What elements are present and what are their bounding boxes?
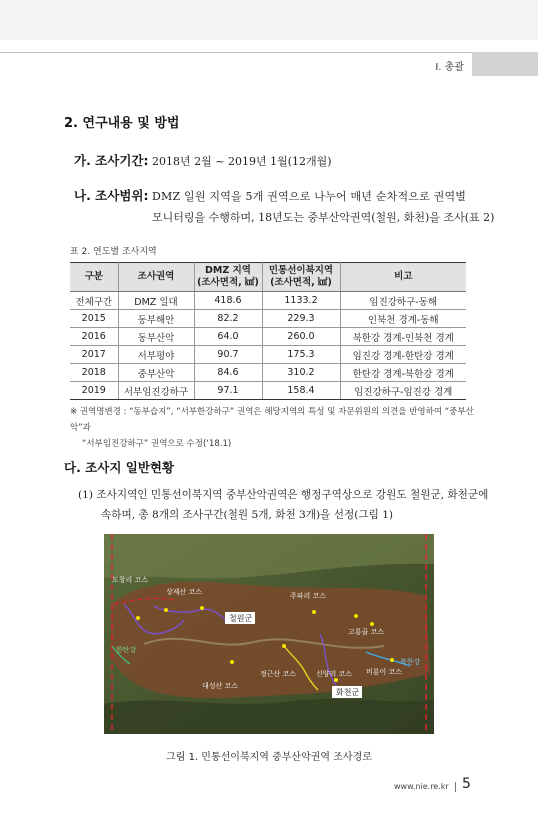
table-note — [70, 404, 480, 452]
label-hantan: 한탄강 — [116, 646, 137, 654]
page-number: 5 — [462, 776, 471, 792]
cell-remarks: 북한강 경계-인북천 경계 — [340, 328, 466, 346]
table-row — [70, 310, 466, 328]
header-ccz-line1: 민통선이북지역 — [268, 265, 334, 276]
cell-region: 동부해안 — [118, 310, 194, 328]
header-region: 조사권역 — [118, 263, 194, 292]
label-dorim: 도창리 코스 — [112, 576, 149, 584]
overview-heading: 다. 조사지 일반현황 — [64, 460, 175, 475]
table-caption: 표 2. 연도별 조사지역 — [70, 247, 157, 257]
cell-dmz-area: 82.2 — [194, 310, 262, 328]
label-daeseong: 대성산 코스 — [202, 682, 239, 690]
route-marker — [390, 658, 394, 662]
cell-dmz-area: 64.0 — [194, 328, 262, 346]
cell-division: 2015 — [70, 310, 118, 328]
cell-dmz-area: 90.7 — [194, 346, 262, 364]
cell-remarks: 인북천 경계-동해 — [340, 310, 466, 328]
cell-dmz-area: 84.6 — [194, 364, 262, 382]
chapter-label: Ⅰ. 총괄 — [435, 62, 464, 73]
cell-remarks: 임진강하구-임진강 경계 — [340, 382, 466, 400]
cell-ccz-area: 1133.2 — [262, 292, 340, 310]
table-row — [70, 364, 466, 382]
figure-caption: 그림 1. 민통선이북지역 중부산악권역 조사경로 — [166, 752, 372, 763]
route-marker — [164, 608, 168, 612]
cell-region: DMZ 일대 — [118, 292, 194, 310]
cell-dmz-area: 418.6 — [194, 292, 262, 310]
survey-route-map — [104, 534, 434, 734]
header-dmz-line1: DMZ 지역 — [205, 265, 251, 276]
footer-url: www.nie.re.kr — [394, 782, 449, 791]
period-heading: 가. 조사기간: — [74, 153, 149, 168]
route-marker — [282, 644, 286, 648]
label-hwacheon: 화천군 — [336, 688, 360, 697]
scope-text-line1: DMZ 일원 지역을 5개 권역으로 나누어 매년 순차적으로 권역별 — [152, 190, 467, 203]
cell-ccz-area: 310.2 — [262, 364, 340, 382]
cell-ccz-area: 229.3 — [262, 310, 340, 328]
table-note-line2: “서부임진강하구” 권역으로 수정(‘18.1) — [82, 439, 232, 449]
header-remarks: 비고 — [340, 263, 466, 292]
label-gomun: 고룡골 코스 — [348, 628, 385, 636]
chapter-tab — [472, 52, 538, 76]
table-row — [70, 292, 466, 310]
label-sangje: 상제산 코스 — [166, 588, 203, 596]
survey-area-table — [70, 262, 466, 400]
cell-region: 서부임진강하구 — [118, 382, 194, 400]
scope-text-line2: 모니터링을 수행하며, 18년도는 중부산악권역(철원, 화천)을 조사(표 2) — [152, 211, 495, 224]
footer-separator — [455, 782, 456, 792]
cell-ccz-area: 260.0 — [262, 328, 340, 346]
cell-region: 서부평야 — [118, 346, 194, 364]
table-row — [70, 346, 466, 364]
overview-text-line1: (1) 조사지역인 민통선이북지역 중부산악권역은 행정구역상으로 강원도 철원군, 화천군에 — [78, 489, 489, 501]
route-marker — [200, 606, 204, 610]
header-dmz-line2: (조사면적, ㎢) — [197, 277, 259, 288]
route-marker — [136, 616, 140, 620]
cell-remarks: 임진강 경계-한탄강 경계 — [340, 346, 466, 364]
label-bukhan: 북한강 — [400, 658, 421, 666]
table-row — [70, 328, 466, 346]
label-jupari: 주파리 코스 — [290, 592, 327, 600]
table-note-line1: ※ 권역명변경 : “동부습지”, “서부한강하구” 권역은 해당지역의 특성 및 자문위원의 의견을 반영하여 “중부산악”과 — [70, 407, 474, 433]
cell-division: 2018 — [70, 364, 118, 382]
route-marker — [370, 622, 374, 626]
route-marker — [230, 660, 234, 664]
cell-division: 전체구간 — [70, 292, 118, 310]
cell-remarks: 임진강하구-동해 — [340, 292, 466, 310]
header-division: 구분 — [70, 263, 118, 292]
scope-heading: 나. 조사범위: — [74, 188, 149, 203]
southern-terrain — [104, 699, 434, 734]
label-cheorwon: 철원군 — [229, 614, 253, 623]
cell-region: 중부산악 — [118, 364, 194, 382]
header-dmz-area — [194, 263, 262, 292]
label-biryong: 비룡이 코스 — [366, 668, 403, 676]
period-text: 2018년 2월 ~ 2019년 1월(12개월) — [152, 155, 332, 168]
cell-region: 동부산악 — [118, 328, 194, 346]
cell-division: 2016 — [70, 328, 118, 346]
route-marker — [354, 614, 358, 618]
cell-division: 2017 — [70, 346, 118, 364]
page-top-band — [0, 0, 538, 40]
route-marker — [334, 678, 338, 682]
table-row — [70, 382, 466, 400]
cell-ccz-area: 158.4 — [262, 382, 340, 400]
cell-ccz-area: 175.3 — [262, 346, 340, 364]
table-header-row — [70, 263, 466, 292]
header-ccz-area — [262, 263, 340, 292]
header-rule — [0, 52, 538, 53]
route-marker — [312, 610, 316, 614]
overview-text-line2: 속하며, 총 8개의 조사구간(철원 5개, 화천 3개)을 선정(그림 1) — [101, 509, 394, 521]
cell-dmz-area: 97.1 — [194, 382, 262, 400]
cell-remarks: 한탄강 경계-북한강 경계 — [340, 364, 466, 382]
label-sinyang: 신양리 코스 — [316, 670, 353, 678]
cell-division: 2019 — [70, 382, 118, 400]
header-ccz-line2: (조사면적, ㎢) — [270, 277, 332, 288]
section-title: 2. 연구내용 및 방법 — [64, 116, 180, 131]
label-jeonggeun: 정근산 코스 — [260, 670, 297, 678]
